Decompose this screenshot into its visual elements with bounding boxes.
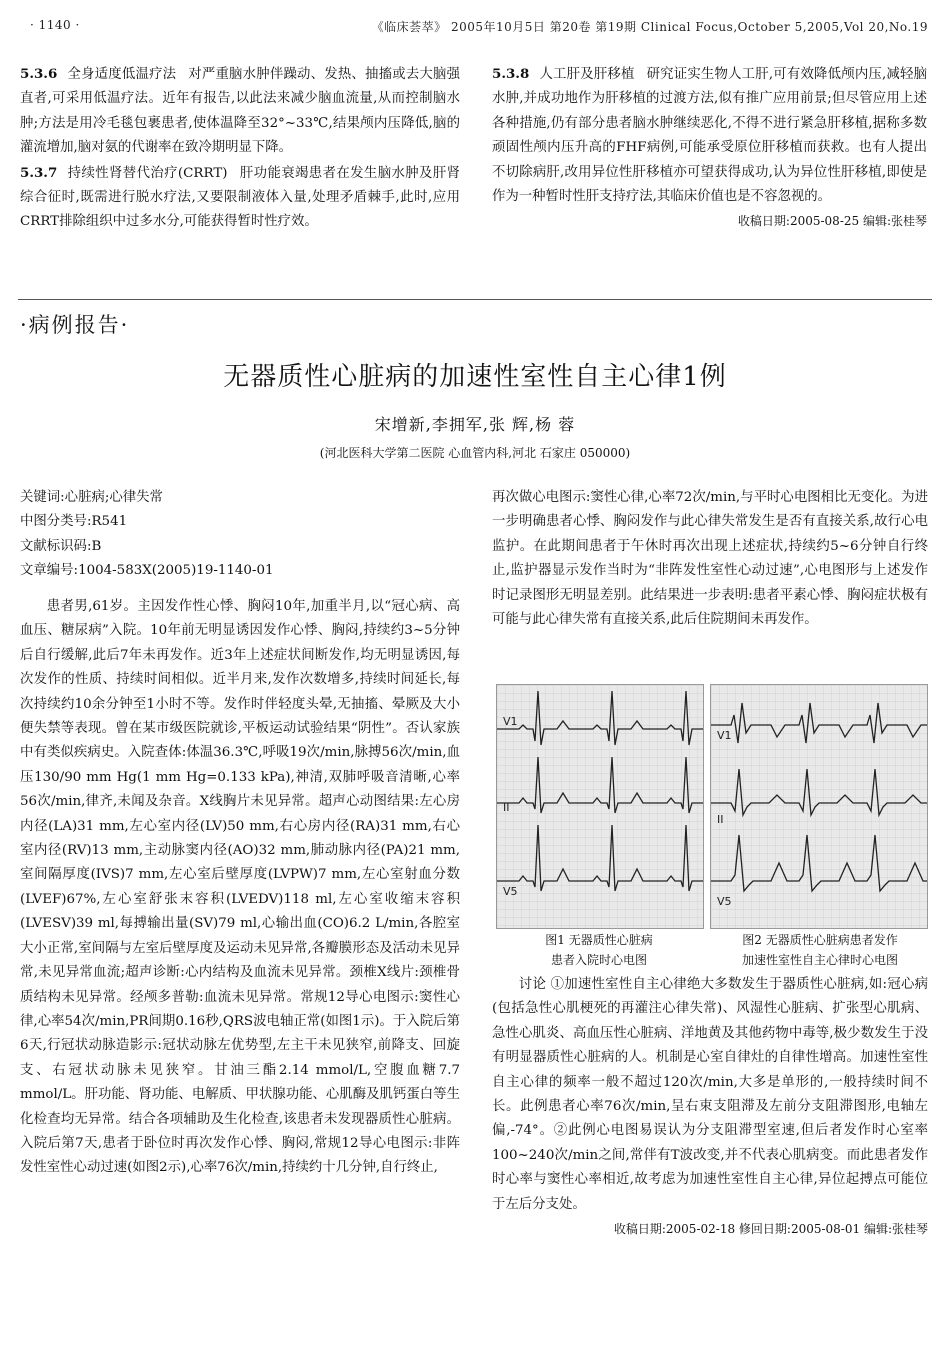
figure-2-caption-line-2: 加速性室性自主心律时心电图	[741, 953, 898, 967]
lead-label-v1: V1	[717, 729, 732, 742]
figure-2-caption	[706, 930, 934, 970]
page-number: · 1140 ·	[30, 18, 80, 32]
prev-article-left-column	[20, 62, 460, 235]
figure-1-caption	[496, 930, 702, 970]
section-5-3-7	[20, 161, 460, 235]
prev-article-right-column	[492, 62, 927, 234]
section-title: 人工肝及肝移植	[539, 67, 635, 82]
section-text: 肝功能衰竭患者在发生脑水肿及肝肾综合征时,既需进行脱水疗法,又要限制液体入量,处理矛盾棘手,此时,应用CRRT排除组织中过多水分,可能获得暂时性疗效。	[20, 165, 460, 230]
ecg-figure-2	[710, 684, 928, 929]
authors: 宋增新,李拥军,张 辉,杨 蓉	[374, 415, 576, 434]
section-text: 研究证实生物人工肝,可有效降低颅内压,减轻脑水肿,并成功地作为肝移植的过渡方法,似有推广应用前景;但尽管应用上述各种措施,仍有部分患者脑水肿继续恶化,不得不进行紧急肝移植,据称多数顽固性颅内压升高的FHF病例,可能承受原位肝移植而获救。也有人提出不切除病肝,改用异位性肝移植亦可望获得成功,认为异位性肝移植,即使是作为一种暂时性肝支持疗法,其临床价值也是不容忽视的。	[492, 67, 927, 205]
section-divider	[18, 299, 932, 300]
figure-1-caption-line-1: 图1 无器质性心脏病	[545, 933, 653, 947]
section-title: 持续性肾替代治疗(CRRT)	[67, 165, 228, 181]
discussion-column	[492, 973, 928, 1241]
lead-label-v5: V5	[503, 885, 518, 898]
section-number: 5.3.8	[492, 66, 530, 82]
discussion-paragraph: 讨论 ①加速性室性自主心律绝大多数发生于器质性心脏病,如:冠心病(包括急性心肌梗死的再灌注心律失常)、风湿性心脏病、扩张型心肌病、急性心肌炎、高血压性心脏病、洋地黄及其他药物中毒等,极少数发生于没有明显器质性心脏病的人。机制是心室自律灶的自律性增高。加速性室性自主心律的频率一般不超过120次/min,大多是单形的,一般持续时间不长。此例患者心率76次/min,呈右束支阻滞及左前分支阻滞图形,电轴左偏,-74°。②此例心电图易误认为分支阻滞型室速,但后者发作时心室率100~240次/min之间,常伴有T波改变,并不代表心肌病变。而此患者发作时心率与窦性心率相近,故考虑为加速性室性自主心律,异位起搏点可能位于左后分支处。	[492, 977, 928, 1212]
ecg-figure-2-trace	[711, 685, 927, 928]
case-paragraph-continued: 再次做心电图示:窦性心律,心率72次/min,与平时心电图相比无变化。为进一步明确患者心悸、胸闷发作与此心律失常发生是否有直接关系,故行心电监护。在此期间患者于午休时再次出现上述症状,持续约5~6分钟自行终止,监护器显示发作当时为“非阵发性室性心动过速”,心电图形与上述发作时记录图形无明显差别。此结果进一步表明:患者平素心悸、胸闷症状极有可能与此心律失常有直接关系,此后住院期间未再发作。	[492, 490, 928, 628]
affiliation: (河北医科大学第二医院 心血管内科,河北 石家庄 050000)	[319, 446, 631, 460]
lead-label-v1: V1	[503, 715, 518, 728]
keywords: 关键词:心脏病;心律失常	[20, 490, 163, 505]
section-number: 5.3.7	[20, 164, 58, 181]
doc-code: 文献标识码:B	[20, 538, 102, 554]
lead-label-ii: II	[503, 801, 510, 814]
lead-label-v5: V5	[717, 895, 732, 908]
case-report-right-column	[492, 486, 928, 632]
prev-received-date: 收稿日期:2005-08-25 编辑:张桂琴	[737, 214, 927, 229]
column-name: ·病例报告·	[20, 313, 130, 337]
ecg-figure-1-trace	[497, 685, 703, 928]
case-report-left-column	[20, 595, 460, 1181]
received-date: 收稿日期:2005-02-18 修回日期:2005-08-01 编辑:张桂琴	[613, 1222, 928, 1237]
article-title: 无器质性心脏病的加速性室性自主心律1例	[223, 362, 727, 392]
section-5-3-6	[20, 62, 460, 161]
running-header: 《临床荟萃》 2005年10月5日 第20卷 第19期 Clinical Focus,October 5,2005,Vol 20,No.19	[371, 20, 928, 34]
figure-1-caption-line-2: 患者入院时心电图	[550, 953, 647, 967]
section-text: 对严重脑水肿伴躁动、发热、抽搐或去大脑强直者,可采用低温疗法。近年有报告,以此法来减少脑血流量,从而控制脑水肿;方法是用冷毛毯包裹患者,使体温降至32°~33℃,结果颅内压降低,脑的灌流增加,脑对氨的代谢率在致冷期明显下降。	[20, 67, 460, 156]
section-number: 5.3.6	[20, 66, 58, 82]
lead-label-ii: II	[717, 813, 724, 826]
article-number: 文章编号:1004-583X(2005)19-1140-01	[20, 563, 274, 579]
clc-number: 中图分类号:R541	[20, 514, 128, 530]
section-5-3-8	[492, 62, 927, 209]
figure-2-caption-line-1: 图2 无器质性心脏病患者发作	[742, 933, 898, 947]
ecg-figure-1	[496, 684, 704, 929]
section-title: 全身适度低温疗法	[67, 67, 177, 82]
case-paragraph: 患者男,61岁。主因发作性心悸、胸闷10年,加重半月,以“冠心病、高血压、糖尿病”入院。10年前无明显诱因发作心悸、胸闷,持续约3~5分钟后自行缓解,此后7年未再发作。近3年上述症状间断发作,均无明显诱因,每次发作的性质、持续时间相似。近半月来,发作次数增多,持续时间延长,每次持续约10余分钟至1小时不等。发作时伴轻度头晕,无抽搐、晕厥及大小便失禁等表现。曾在某市级医院就诊,平板运动试验结果“阴性”。否认家族中有类似疾病史。入院查体:体温36.3℃,呼吸19次/min,脉搏56次/min,血压130/90 mm Hg(1 mm Hg=0.133 kPa),神清,双肺呼吸音清晰,心率56次/min,律齐,未闻及杂音。X线胸片未见异常。超声心动图结果:左心房内径(LA)31 mm,左心室内径(LV)50 mm,右心房内径(RA)31 mm,右心室内径(RV)13 mm,主动脉窦内径(AO)32 mm,肺动脉内径(PA)21 mm,室间隔厚度(IVS)7 mm,左心室后壁厚度(LVPW)7 mm,左心室射血分数(LVEF)67%,左心室舒张末容积(LVEDV)118 ml,左心室收缩末容积(LVESV)39 ml,每搏输出量(SV)79 ml,心输出血(CO)6.2 L/min,各腔室大小正常,室间隔与左室后壁厚度及运动未见异常,各瓣膜形态及活动未见异常,未见异常血流;超声诊断:心内结构及血流未见异常。颈椎X线片:颈椎骨质结构未见异常。经颅多普勒:血流未见异常。常规12导心电图示:窦性心律,心率54次/min,PR间期0.16秒,QRS波电轴正常(如图1示)。于入院后第6天,行冠状动脉造影示:冠状动脉左优势型,左主干未见狭窄,前降支、回旋支、右冠状动脉未见狭窄。甘油三酯2.14 mmol/L,空腹血糖7.7 mmol/L。肝功能、肾功能、电解质、甲状腺功能、心肌酶及肌钙蛋白等生化检查均无异常。结合各项辅助及生化检查,该患者未发现器质性心脏病。入院后第7天,患者于卧位时再次发作心悸、胸闷,常规12导心电图示:非阵发性室性心动过速(如图2示),心率76次/min,持续约十几分钟,自行终止,	[20, 599, 460, 1176]
article-meta	[20, 486, 274, 584]
